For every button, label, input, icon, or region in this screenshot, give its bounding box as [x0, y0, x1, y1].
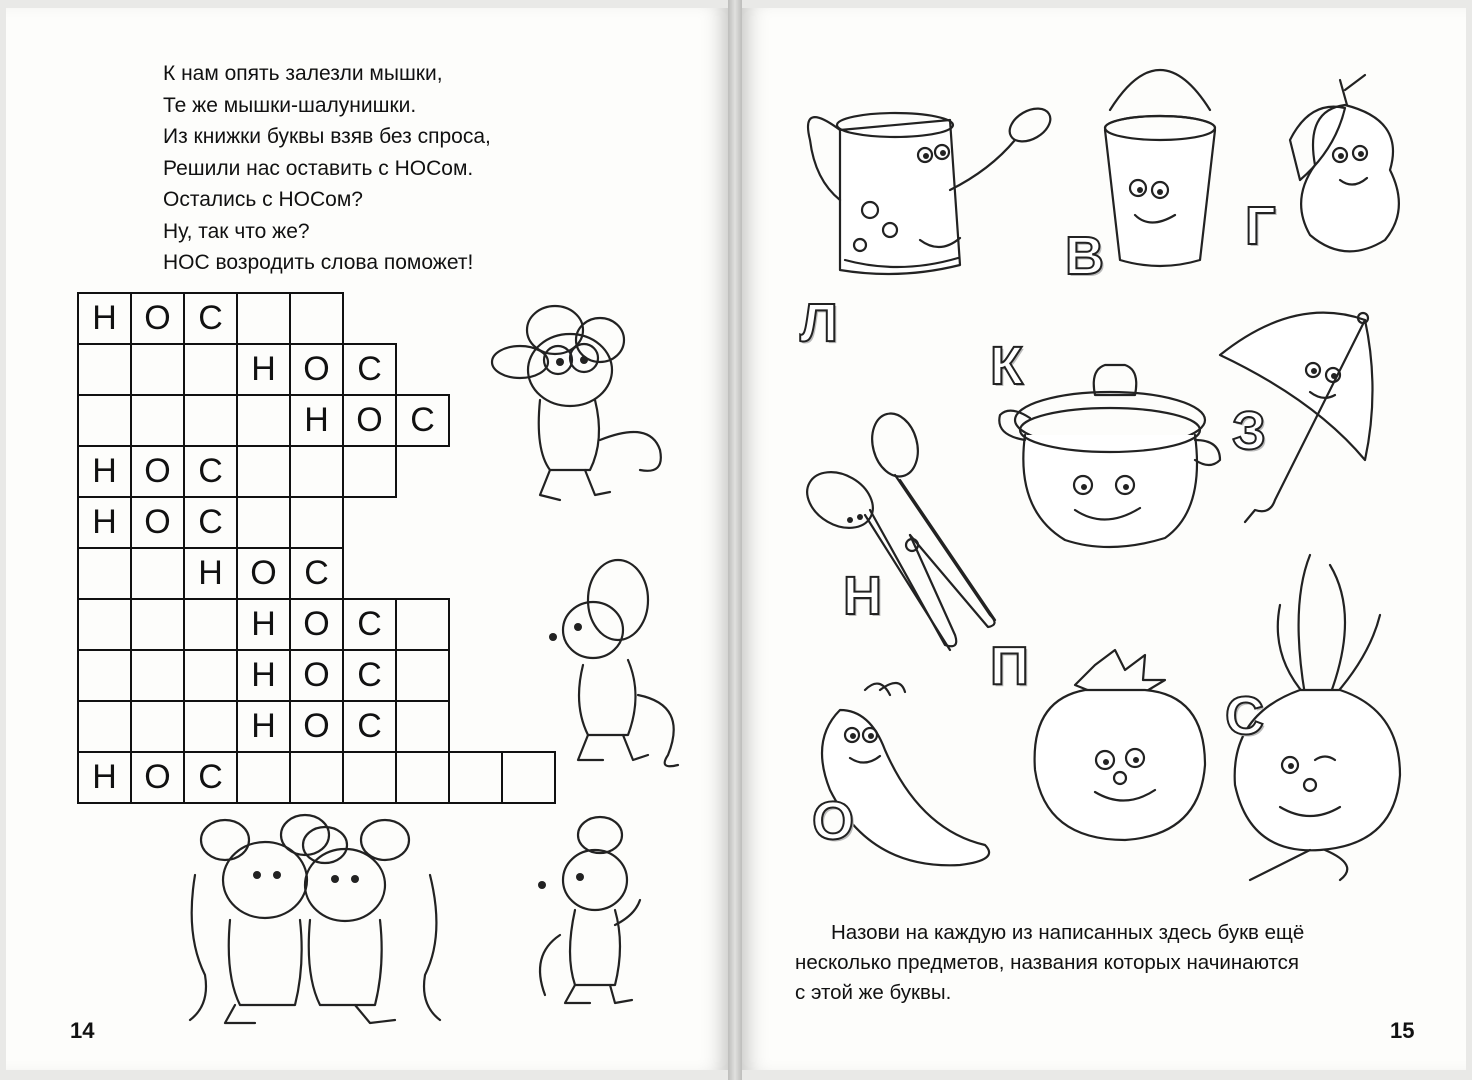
grid-cell: С: [396, 395, 449, 446]
grid-cell: О: [131, 497, 184, 548]
grid-cell: [131, 650, 184, 701]
caption-line: Назови на каждую из написанных здесь букв ещё: [831, 921, 1305, 944]
grid-cell: С: [184, 446, 237, 497]
grid-cell: Н: [237, 599, 290, 650]
grid-empty-space: [396, 446, 449, 497]
poem: [163, 58, 491, 279]
letter-p: П: [990, 636, 1029, 696]
grid-row: [78, 650, 555, 701]
grid-cell: [131, 548, 184, 599]
grid-cell: [396, 752, 449, 803]
poem-line: Решили нас оставить с НОСом.: [163, 156, 474, 180]
grid-cell: О: [290, 344, 343, 395]
grid-cell: [237, 752, 290, 803]
grid-cell: С: [184, 497, 237, 548]
grid-cell: [396, 701, 449, 752]
grid-empty-space: [449, 599, 502, 650]
grid-empty-space: [396, 497, 449, 548]
grid-cell: [131, 344, 184, 395]
grid-cell: Н: [237, 650, 290, 701]
grid-cell: Н: [290, 395, 343, 446]
grid-cell: [131, 701, 184, 752]
grid-empty-space: [343, 548, 396, 599]
grid-empty-space: [449, 548, 502, 599]
letter-k: К: [990, 336, 1023, 396]
grid-cell: [184, 599, 237, 650]
watering-can-illustration: [800, 80, 1070, 290]
grid-cell: [184, 650, 237, 701]
grid-cell: [396, 650, 449, 701]
grid-cell: [290, 446, 343, 497]
grid-cell: [237, 497, 290, 548]
grid-cell: [131, 395, 184, 446]
grid-cell: С: [343, 650, 396, 701]
grid-empty-space: [343, 497, 396, 548]
grid-cell: [184, 344, 237, 395]
grid-cell: С: [343, 701, 396, 752]
grid-cell: Н: [78, 446, 131, 497]
grid-cell: О: [237, 548, 290, 599]
grid-cell: О: [290, 650, 343, 701]
grid-cell: С: [290, 548, 343, 599]
grid-cell: О: [131, 752, 184, 803]
mouse-standing-illustration: [548, 555, 688, 770]
poem-line: Те же мышки-шалунишки.: [163, 93, 417, 117]
pear-illustration: [1285, 70, 1415, 260]
letter-g: Г: [1245, 196, 1276, 256]
grid-cell: [237, 293, 290, 344]
grid-cell: О: [343, 395, 396, 446]
two-mice-illustration: [185, 815, 445, 1030]
grid-cell: С: [184, 293, 237, 344]
grid-cell: [290, 752, 343, 803]
grid-cell: [131, 599, 184, 650]
letter-z: З: [1232, 401, 1266, 461]
grid-cell: Н: [237, 344, 290, 395]
grid-cell: [290, 497, 343, 548]
grid-cell: О: [131, 293, 184, 344]
grid-cell: О: [290, 599, 343, 650]
grid-cell: [237, 395, 290, 446]
page-number: 14: [70, 1018, 95, 1043]
grid-row: [78, 752, 555, 803]
grid-cell: [449, 752, 502, 803]
grid-cell: [78, 599, 131, 650]
page-number: 15: [1390, 1018, 1415, 1043]
bucket-illustration: [1090, 50, 1230, 280]
grid-row: [78, 701, 555, 752]
pot-illustration: [995, 360, 1225, 550]
grid-empty-space: [449, 650, 502, 701]
grid-cell: Н: [78, 293, 131, 344]
grid-cell: [78, 548, 131, 599]
grid-cell: О: [290, 701, 343, 752]
grid-cell: [396, 599, 449, 650]
poem-line: Из книжки буквы взяв без спроса,: [163, 125, 491, 148]
grid-cell: Н: [78, 752, 131, 803]
grid-cell: Н: [78, 497, 131, 548]
mouse-glasses-illustration: [480, 300, 670, 510]
grid-cell: С: [184, 752, 237, 803]
mouse-waving-illustration: [520, 815, 660, 1005]
grid-empty-space: [396, 344, 449, 395]
instruction-caption: [795, 918, 1425, 1008]
grid-empty-space: [343, 293, 396, 344]
grid-cell: Н: [184, 548, 237, 599]
grid-cell: [343, 752, 396, 803]
grid-cell: О: [131, 446, 184, 497]
tomato-illustration: [1025, 640, 1215, 850]
grid-cell: [184, 395, 237, 446]
caption-line: с этой же буквы.: [795, 981, 952, 1004]
grid-empty-space: [396, 293, 449, 344]
poem-line: Остались с НОСом?: [163, 188, 363, 211]
grid-cell: [343, 446, 396, 497]
grid-cell: [237, 446, 290, 497]
grid-cell: Н: [237, 701, 290, 752]
grid-cell: [184, 701, 237, 752]
grid-empty-space: [396, 548, 449, 599]
poem-line: НОС возродить слова поможет!: [163, 251, 474, 274]
grid-cell: С: [343, 344, 396, 395]
letter-n: Н: [843, 566, 882, 626]
letter-s: С: [1225, 686, 1264, 746]
grid-row: [78, 599, 555, 650]
grid-cell: [78, 650, 131, 701]
grid-empty-space: [449, 701, 502, 752]
letter-l: Л: [800, 293, 838, 353]
poem-line: К нам опять залезли мышки,: [163, 62, 443, 85]
letter-v: В: [1065, 226, 1104, 286]
grid-cell: [78, 344, 131, 395]
grid-cell: С: [343, 599, 396, 650]
poem-line: Ну, так что же?: [163, 219, 310, 243]
grid-row: [78, 548, 555, 599]
book-gutter: [728, 0, 742, 1080]
scissors-illustration: [800, 405, 1000, 665]
caption-line: несколько предметов, названия которых начинаются: [795, 951, 1300, 974]
letter-o: О: [812, 791, 855, 851]
grid-cell: [78, 395, 131, 446]
grid-cell: [78, 701, 131, 752]
grid-cell: [290, 293, 343, 344]
